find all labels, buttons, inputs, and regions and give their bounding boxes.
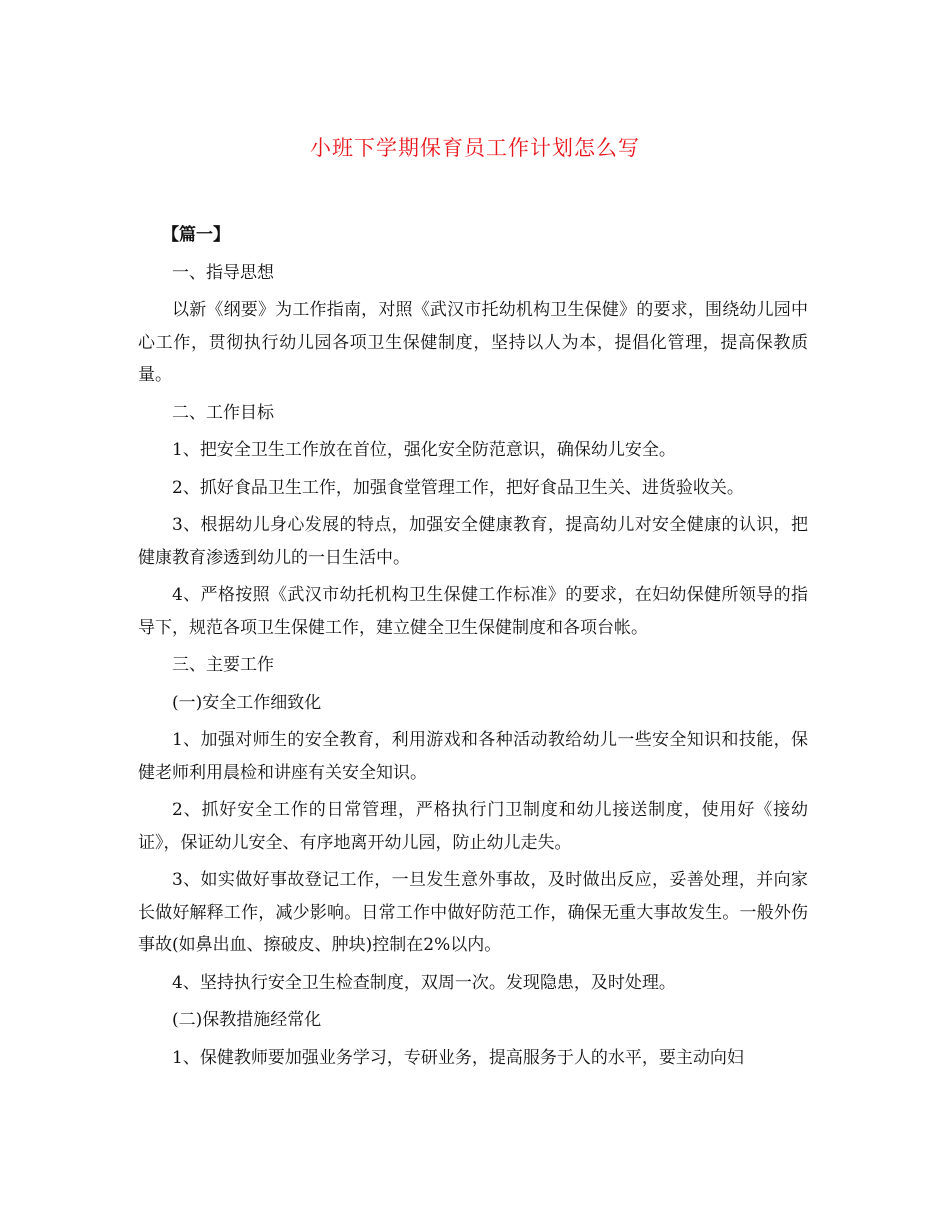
section-tag: 【篇一】 bbox=[162, 225, 230, 245]
list-item: 3、如实做好事故登记工作，一旦发生意外事故，及时做出反应，妥善处理，并向家长做好解释工作，减少影响。日常工作中做好防范工作，确保无重大事故发生。一般外伤事故(如鼻出血、擦破皮、肿块)控制在2%以内。 bbox=[138, 870, 808, 955]
heading-work-goals: 二、工作目标 bbox=[172, 402, 274, 423]
list-item: 2、抓好安全工作的日常管理，严格执行门卫制度和幼儿接送制度，使用好《接幼证》，保证幼儿安全、有序地离开幼儿园，防止幼儿走失。 bbox=[138, 800, 808, 853]
list-item: 3、根据幼儿身心发展的特点，加强安全健康教育，提高幼儿对安全健康的认识，把健康教育渗透到幼儿的一日生活中。 bbox=[138, 515, 808, 568]
document-body bbox=[138, 219, 808, 1079]
list-item: 4、严格按照《武汉市幼托机构卫生保健工作标准》的要求，在妇幼保健所领导的指导下，规范各项卫生保健工作，建立健全卫生保健制度和各项台帐。 bbox=[138, 585, 808, 638]
subheading-safety: (一)安全工作细致化 bbox=[172, 692, 322, 713]
heading-guiding-ideology: 一、指导思想 bbox=[172, 262, 274, 283]
list-item: 1、加强对师生的安全教育，利用游戏和各种活动教给幼儿一些安全知识和技能，保健老师利用晨检和讲座有关安全知识。 bbox=[138, 730, 808, 783]
list-item: 2、抓好食品卫生工作，加强食堂管理工作，把好食品卫生关、进货验收关。 bbox=[172, 477, 744, 498]
heading-main-work: 三、主要工作 bbox=[172, 655, 274, 675]
paragraph: 以新《纲要》为工作指南，对照《武汉市托幼机构卫生保健》的要求，围绕幼儿园中心工作，贯彻执行幼儿园各项卫生保健制度，坚持以人为本，提倡化管理，提高保教质量。 bbox=[138, 300, 808, 385]
subheading-care-measures: (二)保教措施经常化 bbox=[172, 1010, 322, 1030]
document-title: 小班下学期保育员工作计划怎么写 bbox=[310, 136, 640, 160]
list-item: 4、坚持执行安全卫生检查制度，双周一次。发现隐患，及时处理。 bbox=[172, 972, 676, 993]
list-item: 1、把安全卫生工作放在首位，强化安全防范意识，确保幼儿安全。 bbox=[172, 440, 676, 460]
list-item: 1、保健教师要加强业务学习，专研业务，提高服务于人的水平，要主动向妇 bbox=[172, 1047, 744, 1068]
